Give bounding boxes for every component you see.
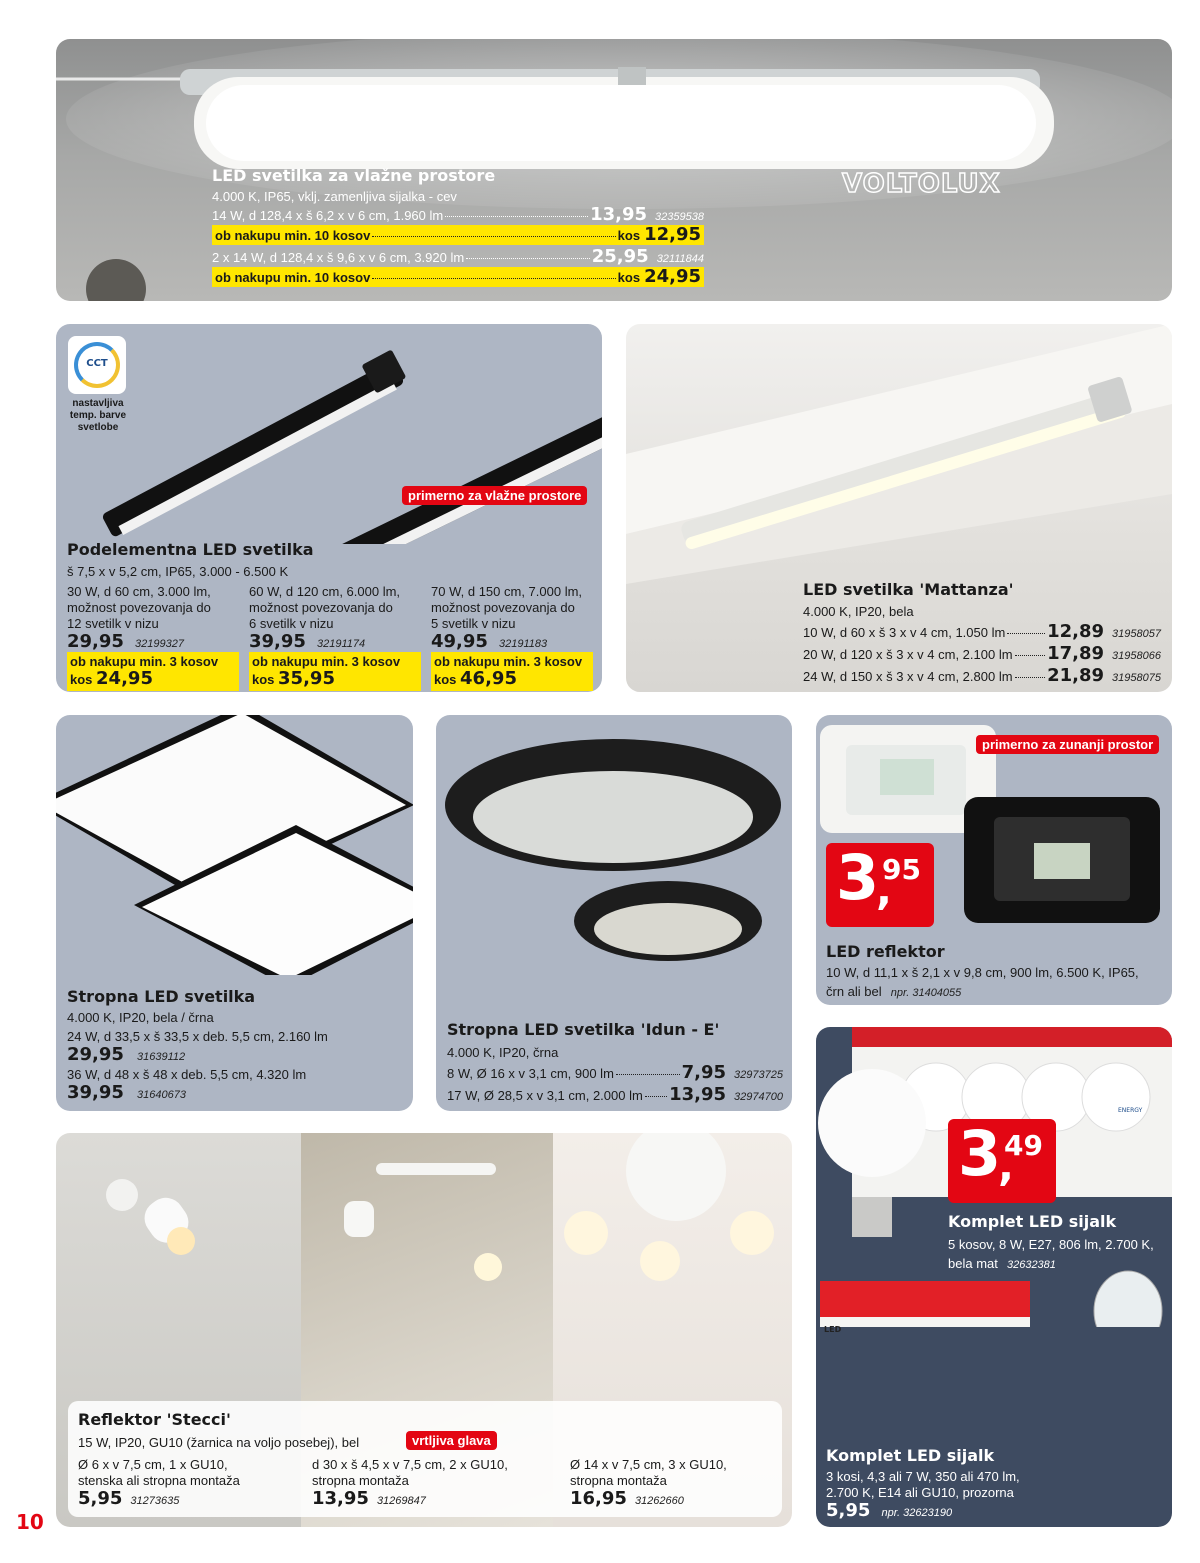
sijalke2-title: Komplet LED sijalk bbox=[826, 1446, 995, 1465]
hero-title: LED svetilka za vlažne prostore bbox=[212, 166, 496, 185]
stecci-title: Reflektor 'Stecci' bbox=[78, 1410, 231, 1429]
stropna-row-1: 24 W, d 33,5 x š 33,5 x deb. 5,5 cm, 2.160 lm bbox=[67, 1029, 328, 1044]
mattanza-row-3 bbox=[803, 666, 1161, 686]
reflektor-price-box bbox=[826, 843, 934, 927]
idun-row-desc: 8 W, Ø 16 x v 3,1 cm, 900 lm bbox=[447, 1066, 614, 1081]
stropna-lamp-image bbox=[56, 715, 413, 975]
idun-row-2 bbox=[447, 1085, 783, 1105]
mattanza-row-1 bbox=[803, 622, 1161, 642]
reflektor-price-cents: 95 bbox=[882, 853, 921, 886]
mattanza-row-price: 17,89 bbox=[1047, 643, 1105, 664]
col-bulk-prefix: kos bbox=[434, 672, 457, 687]
col-bulk-price: 24,95 bbox=[96, 668, 153, 689]
mattanza-row-price: 12,89 bbox=[1047, 621, 1105, 642]
podelementna-lamp-image bbox=[56, 324, 602, 544]
idun-row-desc: 17 W, Ø 28,5 x v 3,1 cm, 2.000 lm bbox=[447, 1088, 643, 1103]
hero-row-2 bbox=[212, 247, 704, 267]
stecci-col-2 bbox=[312, 1457, 552, 1509]
col-art: 32199327 bbox=[135, 638, 184, 650]
hero-panel bbox=[56, 39, 1172, 301]
podelementna-title: Podelementna LED svetilka bbox=[67, 540, 314, 559]
stecci-col-line: Ø 14 x v 7,5 cm, 3 x GU10, bbox=[570, 1457, 727, 1472]
hero-bulk-label: ob nakupu min. 10 kosov bbox=[215, 270, 371, 285]
stecci-panel bbox=[56, 1133, 792, 1527]
col-bulk bbox=[67, 652, 239, 691]
mattanza-row-price: 21,89 bbox=[1047, 665, 1105, 686]
stecci-col-price: 13,95 bbox=[312, 1488, 369, 1509]
reflektor-line-1: 10 W, d 11,1 x š 2,1 x v 9,8 cm, 900 lm, 6.500 K, IP65, bbox=[826, 965, 1139, 980]
mattanza-row-desc: 24 W, d 150 x š 3 x v 4 cm, 2.800 lm bbox=[803, 669, 1013, 684]
col-bulk-prefix: kos bbox=[252, 672, 275, 687]
col-bulk-label: ob nakupu min. 3 kosov bbox=[252, 654, 401, 669]
col-bulk bbox=[431, 652, 593, 691]
sijalke2-art: npr. 32623190 bbox=[881, 1507, 953, 1519]
mattanza-row-art: 31958066 bbox=[1112, 650, 1161, 662]
idun-row-1 bbox=[447, 1063, 783, 1083]
idun-row-art: 32973725 bbox=[734, 1069, 783, 1081]
stropna-price: 39,95 bbox=[67, 1082, 124, 1103]
idun-row-art: 32974700 bbox=[734, 1091, 783, 1103]
hero-bulk-prefix: kos bbox=[617, 270, 641, 285]
reflektor-price-main: 3 bbox=[836, 841, 880, 914]
brand-logo: VOLTOLUX bbox=[842, 169, 1001, 199]
col-price: 29,95 bbox=[67, 631, 124, 652]
hero-row-desc: 2 x 14 W, d 128,4 x š 9,6 x v 6 cm, 3.920 lm bbox=[212, 250, 465, 265]
cct-caption-line: temp. barve bbox=[69, 410, 127, 421]
hero-row-art: 32111844 bbox=[656, 253, 704, 265]
sijalke1-art: 32632381 bbox=[1006, 1259, 1056, 1271]
reflektor-art: npr. 31404055 bbox=[890, 987, 962, 999]
stecci-col-art: 31269847 bbox=[376, 1495, 426, 1507]
col-art: 32191183 bbox=[499, 638, 548, 650]
podelementna-col-2 bbox=[249, 584, 421, 691]
col-line: 70 W, d 150 cm, 7.000 lm, bbox=[431, 584, 583, 599]
col-bulk-price: 46,95 bbox=[460, 668, 517, 689]
stecci-col-line: d 30 x š 4,5 x v 7,5 cm, 2 x GU10, bbox=[312, 1457, 508, 1472]
hero-bulk-price: 24,95 bbox=[644, 266, 701, 287]
hero-row-1 bbox=[212, 205, 704, 225]
sijalke-panel bbox=[816, 1027, 1172, 1527]
col-bulk bbox=[249, 652, 421, 691]
page-number: 10 bbox=[16, 1510, 44, 1534]
mattanza-row-art: 31958057 bbox=[1112, 628, 1161, 640]
cct-label: CCT bbox=[86, 358, 108, 369]
reflektor-line-2-text: črn ali bel bbox=[826, 984, 882, 999]
hero-row-desc: 14 W, d 128,4 x š 6,2 x v 6 cm, 1.960 lm bbox=[212, 208, 444, 223]
stropna-price-1 bbox=[67, 1045, 185, 1065]
podelementna-subtitle: š 7,5 x v 5,2 cm, IP65, 3.000 - 6.500 K bbox=[67, 564, 289, 579]
sijalke1-price-cents: 49 bbox=[1004, 1129, 1043, 1162]
reflektor-panel bbox=[816, 715, 1172, 1005]
stecci-col-line: stropna montaža bbox=[312, 1473, 409, 1488]
reflektor-line-2 bbox=[826, 981, 961, 1000]
hero-row-price: 13,95 bbox=[590, 204, 648, 225]
mattanza-subtitle: 4.000 K, IP20, bela bbox=[803, 604, 914, 619]
mattanza-row-desc: 20 W, d 120 x š 3 x v 4 cm, 2.100 lm bbox=[803, 647, 1013, 662]
mattanza-row-2 bbox=[803, 644, 1161, 664]
col-price: 39,95 bbox=[249, 631, 306, 652]
sijalke1-price-comma: , bbox=[998, 1141, 1014, 1190]
sijalke1-price-box bbox=[948, 1119, 1056, 1203]
mattanza-lamp-image bbox=[626, 324, 1172, 584]
stropna-art: 31640673 bbox=[137, 1089, 186, 1101]
col-line: možnost povezovanja do bbox=[431, 600, 575, 615]
hero-bulk-prefix: kos bbox=[617, 228, 641, 243]
stropna-price-2 bbox=[67, 1083, 186, 1103]
col-price: 49,95 bbox=[431, 631, 488, 652]
col-bulk-prefix: kos bbox=[70, 672, 93, 687]
stecci-tag: vrtljiva glava bbox=[406, 1431, 497, 1450]
stropna-art: 31639112 bbox=[137, 1051, 186, 1063]
hero-row-art: 32359538 bbox=[655, 211, 704, 223]
podelementna-col-1 bbox=[67, 584, 239, 691]
stropna-row-2: 36 W, d 48 x š 48 x deb. 5,5 cm, 4.320 lm bbox=[67, 1067, 307, 1082]
idun-title: Stropna LED svetilka 'Idun - E' bbox=[447, 1020, 720, 1039]
reflektor-tag: primerno za zunanji prostor bbox=[976, 735, 1159, 754]
stecci-col-line: Ø 6 x v 7,5 cm, 1 x GU10, bbox=[78, 1457, 228, 1472]
stecci-col-art: 31262660 bbox=[634, 1495, 684, 1507]
stecci-col-price: 5,95 bbox=[78, 1488, 123, 1509]
col-line: 5 svetilk v nizu bbox=[431, 616, 516, 631]
hero-bulk-2 bbox=[212, 267, 704, 287]
sijalke1-title: Komplet LED sijalk bbox=[948, 1212, 1117, 1231]
stropna-panel bbox=[56, 715, 413, 1111]
stropna-subtitle: 4.000 K, IP20, bela / črna bbox=[67, 1010, 214, 1025]
stecci-col-1 bbox=[78, 1457, 303, 1509]
mattanza-title: LED svetilka 'Mattanza' bbox=[803, 580, 1014, 599]
stropna-title: Stropna LED svetilka bbox=[67, 987, 256, 1006]
col-line: možnost povezovanja do bbox=[249, 600, 393, 615]
reflektor-title: LED reflektor bbox=[826, 942, 945, 961]
podelementna-col-3 bbox=[431, 584, 593, 691]
stecci-subtitle: 15 W, IP20, GU10 (žarnica na voljo posebej), bel bbox=[78, 1435, 360, 1450]
podelementna-tag: primerno za vlažne prostore bbox=[402, 486, 587, 505]
stecci-lamp-image bbox=[56, 1133, 792, 1393]
stecci-col-line: stenska ali stropna montaža bbox=[78, 1473, 240, 1488]
sijalke2-pack-label: LED bbox=[824, 1325, 842, 1334]
sijalke1-price-main: 3 bbox=[958, 1117, 1002, 1190]
reflektor-price-comma: , bbox=[876, 865, 892, 914]
podelementna-panel bbox=[56, 324, 602, 692]
idun-lamp-image bbox=[436, 715, 792, 975]
stecci-col-line: stropna montaža bbox=[570, 1473, 667, 1488]
col-line: možnost povezovanja do bbox=[67, 600, 211, 615]
hero-bulk-price: 12,95 bbox=[644, 224, 701, 245]
sijalke1-line-2-text: bela mat bbox=[948, 1256, 998, 1271]
mattanza-panel bbox=[626, 324, 1172, 692]
sijalke2-line-2: 2.700 K, E14 ali GU10, prozorna bbox=[826, 1485, 1014, 1500]
col-line: 30 W, d 60 cm, 3.000 lm, bbox=[67, 584, 211, 599]
col-line: 60 W, d 120 cm, 6.000 lm, bbox=[249, 584, 401, 599]
hero-row-price: 25,95 bbox=[591, 246, 649, 267]
idun-panel bbox=[436, 715, 792, 1111]
col-line: 6 svetilk v nizu bbox=[249, 616, 334, 631]
cct-caption-line: nastavljiva bbox=[72, 398, 124, 409]
idun-row-price: 7,95 bbox=[681, 1062, 727, 1083]
sijalke2-price: 5,95 bbox=[826, 1500, 871, 1521]
sijalke1-pack-label: ENERGY bbox=[1118, 1107, 1143, 1114]
stecci-col-art: 31273635 bbox=[130, 1495, 180, 1507]
hero-bulk-1 bbox=[212, 225, 704, 245]
col-bulk-label: ob nakupu min. 3 kosov bbox=[70, 654, 219, 669]
sijalke1-line-1: 5 kosov, 8 W, E27, 806 lm, 2.700 K, bbox=[948, 1237, 1154, 1252]
stecci-col-price: 16,95 bbox=[570, 1488, 627, 1509]
idun-subtitle: 4.000 K, IP20, črna bbox=[447, 1045, 559, 1060]
col-line: 12 svetilk v nizu bbox=[67, 616, 159, 631]
col-art: 32191174 bbox=[317, 638, 366, 650]
col-bulk-price: 35,95 bbox=[278, 668, 335, 689]
idun-row-price: 13,95 bbox=[669, 1084, 727, 1105]
stropna-price: 29,95 bbox=[67, 1044, 124, 1065]
hero-bulk-label: ob nakupu min. 10 kosov bbox=[215, 228, 371, 243]
mattanza-row-desc: 10 W, d 60 x š 3 x v 4 cm, 1.050 lm bbox=[803, 625, 1006, 640]
mattanza-row-art: 31958075 bbox=[1112, 672, 1161, 684]
col-bulk-label: ob nakupu min. 3 kosov bbox=[434, 654, 583, 669]
hero-subtitle: 4.000 K, IP65, vklj. zamenljiva sijalka - cev bbox=[212, 189, 457, 204]
sijalke1-line-2 bbox=[948, 1253, 1056, 1272]
sijalke2-line-1: 3 kosi, 4,3 ali 7 W, 350 ali 470 lm, bbox=[826, 1469, 1020, 1484]
cct-caption-line: svetlobe bbox=[77, 422, 119, 433]
stecci-col-3 bbox=[570, 1457, 780, 1509]
sijalke2-price-row bbox=[826, 1501, 952, 1521]
